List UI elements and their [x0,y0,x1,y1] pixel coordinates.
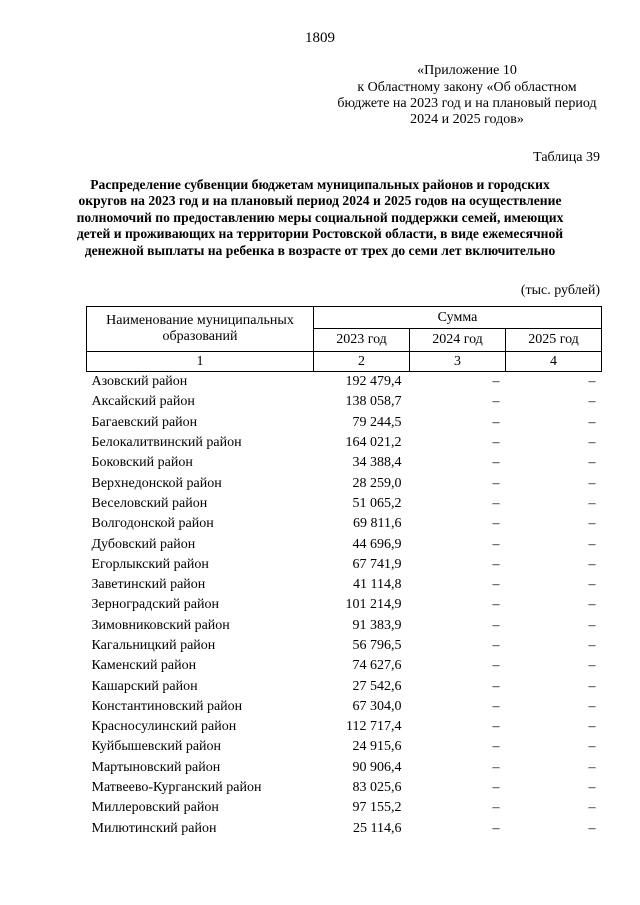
cell-municipality-name: Куйбышевский район [91,739,222,755]
table-row [87,433,602,453]
cell-amount-2023: 27 542,6 [352,678,402,694]
cell-amount-2023: 101 214,9 [345,597,402,613]
table-row [87,555,602,575]
cell-municipality-name: Заветинский район [91,577,206,593]
table-row [87,453,602,473]
table-row [87,595,602,615]
units-label: (тыс. рублей) [520,283,600,298]
cell-municipality-name: Миллеровский район [91,800,219,816]
cell-municipality-name: Дубовский район [91,536,196,552]
cell-municipality-name: Мартыновский район [91,759,221,775]
cell-amount-2024: – [492,638,500,653]
cell-municipality-name: Матвеево-Курганский район [91,780,262,796]
cell-amount-2024: – [492,414,500,430]
cell-amount-2023: 90 906,4 [352,759,402,775]
cell-municipality-name: Кашарский район [91,678,198,694]
cell-amount-2023: 69 811,6 [353,516,402,532]
table-row [87,514,602,534]
cell-amount-2023: 44 696,9 [352,536,402,552]
header-year-2025: 2025 год [506,329,602,352]
table-row [87,575,602,595]
cell-amount-2025: – [588,780,596,796]
header-sum-group: Сумма [314,307,602,329]
cell-amount-2025: – [588,597,596,613]
cell-amount-2025: – [588,617,596,633]
cell-amount-2024: – [492,759,500,775]
cell-amount-2024: – [492,435,500,451]
cell-amount-2025: – [588,394,596,410]
cell-amount-2024: – [492,820,500,836]
cell-amount-2025: – [588,800,596,816]
cell-amount-2025: – [588,475,596,491]
document-title: Распределение субвенции бюджетам муниципальных районов и городских округов на 2023 год и на плановый период 2024 и 2025 годов на осуществление полномочий по предоставлению меры социальной поддержки семей, имеющих детей и проживающих на территории Ростовской области, в виде ежемесячной денежной выплаты на ребенка в возрасте от трех до семи лет включительно [76,177,564,258]
cell-amount-2023: 192 479,4 [345,374,402,390]
cell-amount-2023: 112 717,4 [346,719,402,735]
cell-amount-2024: – [492,800,500,816]
cell-amount-2025: – [588,678,596,694]
cell-municipality-name: Веселовский район [91,495,208,511]
cell-municipality-name: Зерноградский район [91,597,219,613]
table-row [87,616,602,636]
table-row [87,676,602,696]
cell-municipality-name: Константиновский район [91,698,243,714]
header-col-number: 4 [506,352,602,372]
cell-amount-2024: – [492,475,500,491]
table-row [87,392,602,412]
cell-municipality-name: Красносулинский район [91,719,237,735]
header-year-2023: 2023 год [314,329,410,352]
table-body [87,372,602,839]
cell-amount-2025: – [588,536,596,552]
cell-municipality-name: Верхнедонской район [91,475,222,491]
cell-amount-2024: – [492,536,500,552]
cell-amount-2023: 83 025,6 [352,780,402,796]
table-row [87,372,602,393]
header-name-col: Наименование муниципальных образований [87,307,314,352]
table-row [87,758,602,778]
cell-amount-2023: 28 259,0 [352,475,402,491]
cell-amount-2025: – [588,658,596,674]
table-row [87,737,602,757]
cell-amount-2023: 41 114,8 [353,577,402,593]
cell-amount-2024: – [492,678,500,694]
table-row [87,717,602,737]
cell-amount-2024: – [492,556,500,572]
cell-municipality-name: Боковский район [91,455,193,471]
appendix-note [332,63,602,128]
page-number: 1809 [305,30,335,46]
header-col-number: 3 [410,352,506,372]
table-row [87,473,602,493]
header-col-number: 2 [314,352,410,372]
cell-amount-2025: – [588,759,596,775]
cell-amount-2023: 74 627,6 [352,658,402,674]
cell-amount-2024: – [492,698,500,714]
cell-municipality-name: Кагальницкий район [91,638,216,653]
cell-amount-2025: – [588,820,596,836]
table-row [87,413,602,433]
cell-amount-2023: 164 021,2 [345,435,402,451]
cell-amount-2023: 67 304,0 [352,698,402,714]
cell-amount-2025: – [588,414,596,430]
table-row [87,494,602,514]
table-label: Таблица 39 [533,150,600,165]
cell-amount-2024: – [492,739,500,755]
subvention-table [86,306,602,839]
cell-amount-2024: – [492,374,500,390]
table-row [87,656,602,676]
table-row [87,636,602,656]
cell-municipality-name: Егорлыкский район [91,556,209,572]
cell-amount-2025: – [588,435,596,451]
table-row [87,778,602,798]
cell-amount-2023: 67 741,9 [352,556,402,572]
cell-amount-2025: – [588,638,596,653]
appendix-line-2: к Областному закону «Об областном бюджете на 2023 год и на плановый период 2024 и 2025 годов» [337,80,597,127]
cell-municipality-name: Зимовниковский район [91,617,230,633]
table-row [87,798,602,818]
cell-amount-2024: – [492,719,500,735]
cell-amount-2023: 24 915,6 [352,739,402,755]
header-col-number: 1 [87,352,314,372]
cell-amount-2025: – [588,516,596,532]
table-row [87,697,602,717]
cell-amount-2023: 51 065,2 [352,495,402,511]
cell-amount-2023: 97 155,2 [352,800,402,816]
cell-amount-2025: – [588,577,596,593]
cell-municipality-name: Каменский район [91,658,197,674]
cell-amount-2024: – [492,617,500,633]
cell-amount-2025: – [588,556,596,572]
cell-amount-2023: 25 114,6 [353,820,402,836]
table-row [87,819,602,839]
cell-amount-2025: – [588,719,596,735]
cell-amount-2025: – [588,495,596,511]
cell-amount-2024: – [492,455,500,471]
cell-municipality-name: Багаевский район [91,414,198,430]
cell-municipality-name: Азовский район [91,374,188,390]
cell-amount-2023: 79 244,5 [352,414,402,430]
cell-amount-2024: – [492,597,500,613]
cell-municipality-name: Милютинский район [91,820,217,836]
cell-amount-2024: – [492,516,500,532]
cell-amount-2023: 34 388,4 [352,455,402,471]
cell-amount-2025: – [588,374,596,390]
cell-municipality-name: Белокалитвинский район [91,435,242,451]
cell-amount-2024: – [492,780,500,796]
cell-municipality-name: Аксайский район [91,394,195,410]
cell-amount-2024: – [492,495,500,511]
cell-municipality-name: Волгодонской район [91,516,214,532]
appendix-line-1: «Приложение 10 [417,63,517,78]
cell-amount-2023: 56 796,5 [352,638,402,653]
cell-amount-2024: – [492,577,500,593]
cell-amount-2023: 91 383,9 [352,617,402,633]
cell-amount-2024: – [492,394,500,410]
cell-amount-2025: – [588,739,596,755]
header-year-2024: 2024 год [410,329,506,352]
cell-amount-2025: – [588,455,596,471]
cell-amount-2025: – [588,698,596,714]
cell-amount-2024: – [492,658,500,674]
table-row [87,534,602,554]
cell-amount-2023: 138 058,7 [345,394,402,410]
